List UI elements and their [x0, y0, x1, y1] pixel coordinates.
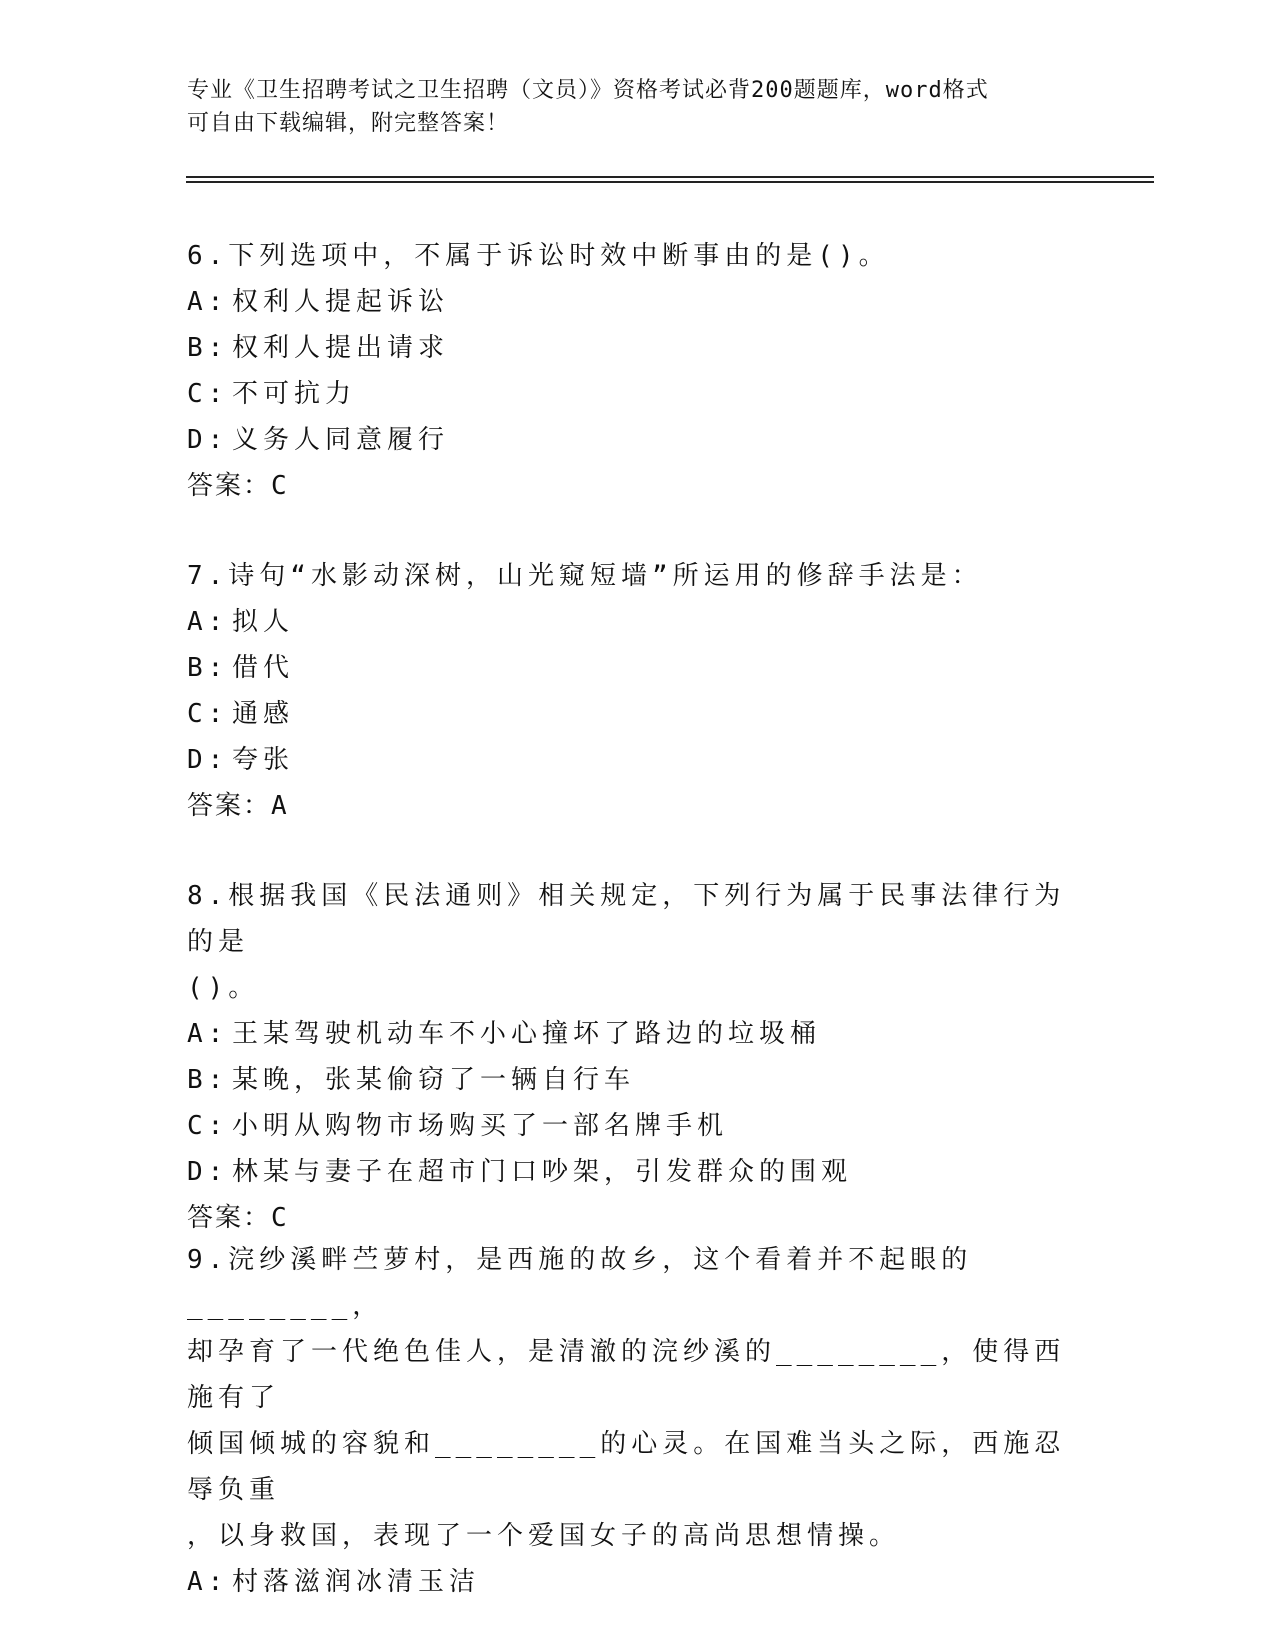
- option-a: [187, 279, 1087, 325]
- question-text-line-1: 8.根据我国《民法通则》相关规定，下列行为属于民事法律行为的是: [187, 881, 1066, 957]
- option-text: 通感: [232, 699, 295, 729]
- option-d: [187, 737, 1087, 783]
- question-text: 6.下列选项中，不属于诉讼时效中断事由的是()。: [187, 241, 890, 271]
- option-c: [187, 691, 1087, 737]
- answer-line: [187, 463, 1087, 509]
- question-text-line-1: 9.浣纱溪畔苎萝村，是西施的故乡，这个看着并不起眼的________，: [187, 1245, 973, 1321]
- answer-value: C: [271, 471, 289, 501]
- option-text: 王某驾驶机动车不小心撞坏了路边的垃圾桶: [232, 1019, 822, 1049]
- answer-value: C: [271, 1203, 289, 1233]
- answer-label: 答案：: [187, 1203, 272, 1233]
- option-letter: A:: [187, 1019, 229, 1049]
- answer-line: [187, 783, 1087, 829]
- question-text: 7.诗句“水影动深树，山光窥短墙”所运用的修辞手法是：: [187, 561, 983, 591]
- option-d: [187, 417, 1087, 463]
- option-a: [187, 1559, 1087, 1605]
- option-a: [187, 1011, 1087, 1057]
- option-letter: D:: [187, 425, 229, 455]
- option-text: 不可抗力: [232, 379, 357, 409]
- option-b: [187, 645, 1087, 691]
- answer-line: [187, 1195, 1087, 1241]
- option-d: [187, 1149, 1087, 1195]
- option-letter: A:: [187, 1567, 229, 1597]
- answer-label: 答案：: [187, 471, 272, 501]
- header-line-1: 专业《卫生招聘考试之卫生招聘（文员）》资格考试必背200题题库，word格式: [187, 78, 989, 103]
- option-text: 小明从购物市场购买了一部名牌手机: [232, 1111, 729, 1141]
- option-letter: B:: [187, 653, 229, 683]
- header-divider-bottom: [186, 181, 1154, 183]
- question-text-line-3: 倾国倾城的容貌和________的心灵。在国难当头之际，西施忍辱负重: [187, 1429, 1066, 1505]
- question-text-line-4: ，以身救国，表现了一个爱国女子的高尚思想情操。: [187, 1521, 901, 1551]
- header-line-2: 可自由下载编辑，附完整答案！: [187, 111, 510, 136]
- option-text: 权利人提出请求: [232, 333, 450, 363]
- option-letter: C:: [187, 699, 229, 729]
- option-letter: A:: [187, 607, 229, 637]
- option-letter: B:: [187, 333, 229, 363]
- answer-label: 答案：: [187, 791, 272, 821]
- option-text: 村落滋润冰清玉洁: [232, 1567, 481, 1597]
- question-text-line-2: 却孕育了一代绝色佳人，是清澈的浣纱溪的________，使得西施有了: [187, 1337, 1066, 1413]
- option-b: [187, 1057, 1087, 1103]
- option-letter: B:: [187, 1065, 229, 1095]
- option-text: 林某与妻子在超市门口吵架，引发群众的围观: [232, 1157, 853, 1187]
- option-c: [187, 1103, 1087, 1149]
- option-text: 夸张: [232, 745, 295, 775]
- answer-value: A: [271, 791, 289, 821]
- option-text: 拟人: [232, 607, 295, 637]
- option-a: [187, 599, 1087, 645]
- header-divider-top: [186, 176, 1154, 178]
- option-text: 权利人提起诉讼: [232, 287, 450, 317]
- document-header: [187, 74, 1087, 140]
- question-6: [187, 233, 1087, 509]
- option-letter: D:: [187, 1157, 229, 1187]
- option-letter: A:: [187, 287, 229, 317]
- option-text: 借代: [232, 653, 295, 683]
- option-b: [187, 325, 1087, 371]
- question-9: [187, 1237, 1087, 1605]
- option-text: 义务人同意履行: [232, 425, 450, 455]
- question-7: [187, 553, 1087, 829]
- option-letter: C:: [187, 379, 229, 409]
- question-8: [187, 873, 1087, 1241]
- question-text-line-2: ()。: [187, 973, 260, 1003]
- option-text: 某晚，张某偷窃了一辆自行车: [232, 1065, 636, 1095]
- option-letter: D:: [187, 745, 229, 775]
- option-letter: C:: [187, 1111, 229, 1141]
- option-c: [187, 371, 1087, 417]
